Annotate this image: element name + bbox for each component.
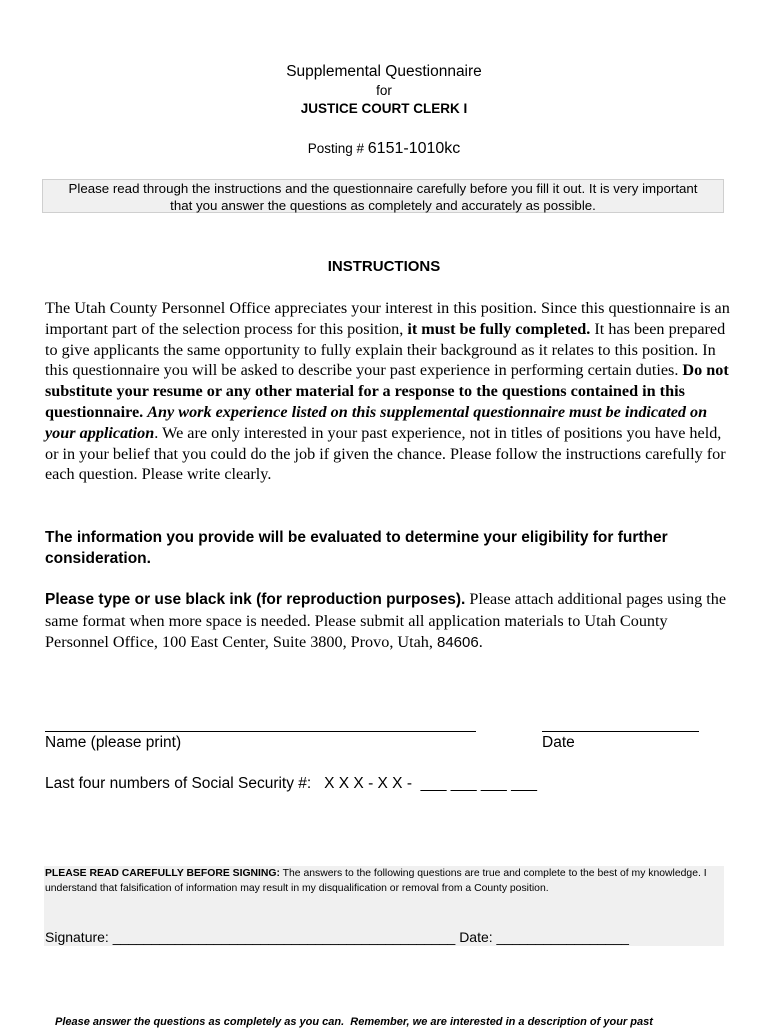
para-bold-italic-work-experience: Any work experience listed on this supplemental questionnaire must be indicated on your application: [45, 402, 708, 442]
instructions-paragraph: [45, 298, 735, 485]
notice-line-2: that you answer the questions as completely and accurately as possible.: [170, 197, 596, 213]
evaluation-note: The information you provide will be evaluated to determine your eligibility for further consideration.: [45, 529, 668, 567]
ink-paragraph: [45, 589, 735, 653]
para-text-3: . We are only interested in your past experience, not in titles of positions you have held, or in your belief that you could do the job if given the chance. Please follow the instructions carefully for each question. Please write clearly.: [45, 423, 726, 484]
ssn-field[interactable]: Last four numbers of Social Security #: X X X - X X - ___ ___ ___ ___: [45, 775, 537, 792]
date-input-line[interactable]: [542, 731, 699, 732]
para-text-2: It has been prepared to give applicants the same opportunity to fully explain their background as it relates to this position. In this questionnaire you will be asked to describe your past experience in performing certain duties.: [45, 319, 726, 380]
footer-instruction: Please answer the questions as completely as you can. Remember, we are interested in a description of your past: [55, 1016, 653, 1028]
date-label: Date: [542, 734, 575, 751]
position-title: JUSTICE COURT CLERK I: [300, 101, 468, 116]
para-text-1: The Utah County Personnel Office appreciates your interest in this position. Since this questionnaire is an important part of the selection process for this position,: [45, 299, 730, 338]
posting-line: [0, 140, 768, 158]
name-label: Name (please print): [45, 734, 182, 751]
ink-period: .: [478, 632, 483, 651]
posting-number: 6151-1010kc: [367, 140, 461, 157]
instructions-heading: INSTRUCTIONS: [327, 258, 441, 275]
name-input-line[interactable]: [45, 731, 476, 732]
para-bold-completed: it must be fully completed.: [407, 319, 591, 338]
document-title: Supplemental Questionnaire: [286, 63, 482, 80]
signing-warning: [45, 867, 725, 896]
notice-line-1: Please read through the instructions and the questionnaire carefully before you fill it out. It is very important: [68, 181, 698, 196]
para-bold-no-resume: Do not substitute your resume or any other material for a response to the questions contained in this questionnaire.: [45, 361, 729, 421]
ink-bold-text: Please type or use black ink (for reproduction purposes).: [45, 591, 466, 608]
signing-warning-heading: PLEASE READ CAREFULLY BEFORE SIGNING:: [45, 868, 280, 879]
zip-code: 84606: [437, 633, 479, 651]
ink-text: Please attach additional pages using the same format when more space is needed. Please submit all application materials to Utah County Personnel Office, 100 East Center, Suite 3800, Provo, Utah,: [45, 590, 727, 651]
signing-warning-text: The answers to the following questions are true and complete to the best of my knowledge. I understand that falsification of information may result in my disqualification or removal from a County position.: [45, 868, 707, 894]
signature-field[interactable]: Signature: ____________________________________________ Date: _________________: [45, 929, 629, 945]
notice-box: [42, 179, 724, 213]
posting-label: Posting #: [307, 141, 368, 156]
document-for-label: for: [376, 83, 392, 98]
